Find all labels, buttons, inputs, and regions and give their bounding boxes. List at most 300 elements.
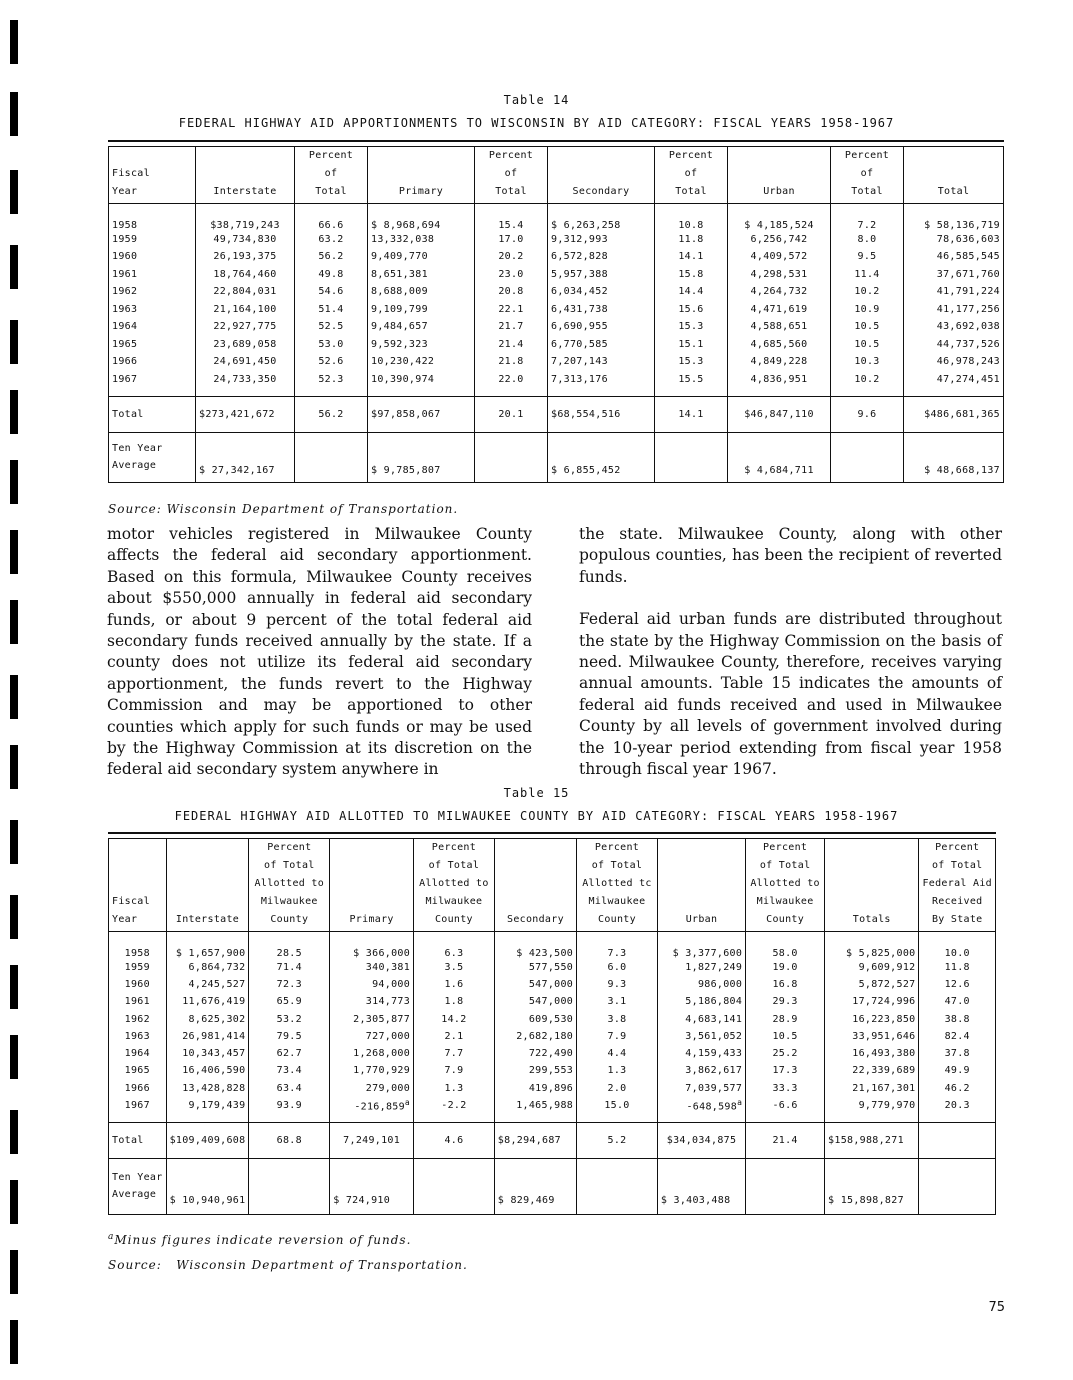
table-cell: 4,245,527: [166, 976, 249, 993]
table-cell: 52.5: [295, 318, 368, 336]
table-cell: 3,862,617: [657, 1062, 745, 1079]
table-cell: $ 27,342,167: [196, 432, 295, 482]
table-cell: $109,409,608: [166, 1122, 249, 1158]
table-row: [109, 204, 1004, 231]
table-row: [109, 353, 1004, 371]
table15-footnote: $^a$Minus figures indicate reversion of funds.: [108, 1232, 412, 1247]
table-cell: 547,000: [494, 993, 576, 1010]
binding-mark: [10, 245, 18, 289]
table-cell: 1.3: [577, 1062, 658, 1079]
table-cell: 41,177,256: [904, 301, 1004, 319]
table-cell: 9,592,323: [368, 336, 475, 354]
table-cell: 17.0: [475, 231, 548, 249]
table-cell: 419,896: [494, 1080, 576, 1097]
table-cell: 1961: [109, 266, 196, 284]
table15: [108, 838, 996, 1215]
table-cell: 23,689,058: [196, 336, 295, 354]
binding-mark: [10, 1250, 18, 1294]
table-cell: $ 9,785,807: [368, 432, 475, 482]
table-cell: 9,179,439: [166, 1097, 249, 1114]
table-cell: 3.5: [414, 959, 495, 976]
table-row: [109, 266, 1004, 284]
table-cell: 58.0: [746, 932, 825, 959]
table-cell: 78,636,603: [904, 231, 1004, 249]
table15-header-pct-allotted: Percent of Total Allotted to Milwaukee County: [249, 839, 330, 932]
paragraph: the state. Milwaukee County, along with other populous counties, has been the recipient of reverted funds.: [579, 525, 1002, 586]
table-cell: 1959: [109, 959, 167, 976]
table-row: [109, 248, 1004, 266]
table14-title: FEDERAL HIGHWAY AID APPORTIONMENTS TO WISCONSIN BY AID CATEGORY: FISCAL YEARS 1958-1967: [178, 116, 895, 130]
table-cell: 72.3: [249, 976, 330, 993]
table-cell: 9,312,993: [548, 231, 655, 249]
table-cell: 8.0: [831, 231, 904, 249]
table15-title: FEDERAL HIGHWAY AID ALLOTTED TO MILWAUKEE COUNTY BY AID CATEGORY: FISCAL YEARS 1958-1967: [174, 809, 899, 823]
table-cell: 9,484,657: [368, 318, 475, 336]
table-cell: 22,927,775: [196, 318, 295, 336]
table-cell: 19.0: [746, 959, 825, 976]
table-cell: 7.2: [831, 204, 904, 231]
table-row: [109, 371, 1004, 389]
table-cell: 11.4: [831, 266, 904, 284]
table14-header-percent: Percent of Total: [655, 147, 728, 204]
table-cell: 1959: [109, 231, 196, 249]
table-cell: [414, 1158, 495, 1214]
table-cell: 49,734,830: [196, 231, 295, 249]
table-cell: 11.8: [919, 959, 996, 976]
table14-header-primary: Primary: [368, 147, 475, 204]
table-cell: 1965: [109, 336, 196, 354]
table-cell: 82.4: [919, 1028, 996, 1045]
table-cell: 7,207,143: [548, 353, 655, 371]
table-cell: -216,859$^a$: [330, 1097, 414, 1114]
table-cell: 21,167,301: [825, 1080, 919, 1097]
table-cell: 16,493,380: [825, 1045, 919, 1062]
table-cell: [475, 432, 548, 482]
table-cell: $34,034,875: [657, 1122, 745, 1158]
table15-header-secondary: Secondary: [494, 839, 576, 932]
table15-header-pct-allotted: Percent of Total Allotted tc Milwaukee County: [577, 839, 658, 932]
table14-total-row: [109, 396, 1004, 432]
table-cell: 9.6: [831, 396, 904, 432]
table-cell: 62.7: [249, 1045, 330, 1062]
table-cell: 14.2: [414, 1010, 495, 1027]
table-cell: 15.3: [655, 318, 728, 336]
table-cell: 8,688,009: [368, 283, 475, 301]
table-cell: $ 4,185,524: [728, 204, 831, 231]
table-cell: 8,625,302: [166, 1010, 249, 1027]
table-cell: Ten Year Average: [109, 432, 196, 482]
table-cell: 16,406,590: [166, 1062, 249, 1079]
body-text-left-column: [107, 524, 532, 802]
table-cell: 547,000: [494, 976, 576, 993]
table-cell: 47,274,451: [904, 371, 1004, 389]
table-cell: 93.9: [249, 1097, 330, 1114]
table-cell: 3.8: [577, 1010, 658, 1027]
table-cell: 7.9: [577, 1028, 658, 1045]
table-cell: 38.8: [919, 1010, 996, 1027]
table-cell: 1966: [109, 353, 196, 371]
table-cell: $ 3,377,600: [657, 932, 745, 959]
table-cell: 65.9: [249, 993, 330, 1010]
table14-header-secondary: Secondary: [548, 147, 655, 204]
table-cell: 26,981,414: [166, 1028, 249, 1045]
table-cell: 10.8: [655, 204, 728, 231]
table14-body: [109, 204, 1004, 397]
table-cell: 5,957,388: [548, 266, 655, 284]
table-row: [109, 1028, 996, 1045]
table-cell: [919, 1122, 996, 1158]
table-cell: 1960: [109, 976, 167, 993]
table-cell: $ 58,136,719: [904, 204, 1004, 231]
table-cell: $8,294,687: [494, 1122, 576, 1158]
table-cell: 7,313,176: [548, 371, 655, 389]
table-cell: 15.6: [655, 301, 728, 319]
table-cell: 49.8: [295, 266, 368, 284]
table-cell: -2.2: [414, 1097, 495, 1114]
table14-header-row: [109, 147, 1004, 204]
table-cell: 47.0: [919, 993, 996, 1010]
table-cell: 22,804,031: [196, 283, 295, 301]
table-cell: 14.1: [655, 396, 728, 432]
table-cell: [295, 432, 368, 482]
table-cell: 10,343,457: [166, 1045, 249, 1062]
table-cell: 15.8: [655, 266, 728, 284]
table-cell: 5,186,804: [657, 993, 745, 1010]
table14: [108, 146, 1004, 483]
table-cell: 1962: [109, 283, 196, 301]
table-cell: 21.7: [475, 318, 548, 336]
table15-body: [109, 932, 996, 1123]
binding-mark: [10, 1180, 18, 1224]
table-cell: 2,682,180: [494, 1028, 576, 1045]
table14-header-urban: Urban: [728, 147, 831, 204]
table-row: [109, 993, 996, 1010]
binding-mark: [10, 600, 18, 644]
table-cell: 1958: [109, 932, 167, 959]
table-cell: 4,264,732: [728, 283, 831, 301]
table-cell: 51.4: [295, 301, 368, 319]
table-cell: 10,230,422: [368, 353, 475, 371]
table-cell: 4,685,560: [728, 336, 831, 354]
table-cell: 4,159,433: [657, 1045, 745, 1062]
binding-mark: [10, 965, 18, 1009]
table-cell: 1.3: [414, 1080, 495, 1097]
table-row: [109, 301, 1004, 319]
table15-header-urban: Urban: [657, 839, 745, 932]
page-number: 75: [988, 1300, 1005, 1315]
table-cell: 10,390,974: [368, 371, 475, 389]
table-cell: $38,719,243: [196, 204, 295, 231]
table-cell: 577,550: [494, 959, 576, 976]
table-row: [109, 336, 1004, 354]
table-cell: 41,791,224: [904, 283, 1004, 301]
table-cell: 5.2: [577, 1122, 658, 1158]
table-cell: 46,978,243: [904, 353, 1004, 371]
table-cell: 11.8: [655, 231, 728, 249]
table-cell: 10.0: [919, 932, 996, 959]
table-cell: 16.8: [746, 976, 825, 993]
table-cell: 10.3: [831, 353, 904, 371]
table-cell: 17,724,996: [825, 993, 919, 1010]
table-cell: 1,465,988: [494, 1097, 576, 1114]
table-cell: 299,553: [494, 1062, 576, 1079]
table-cell: 22.0: [475, 371, 548, 389]
table-cell: 29.3: [746, 993, 825, 1010]
table-cell: 20.3: [919, 1097, 996, 1114]
table-cell: 15.3: [655, 353, 728, 371]
table-cell: $486,681,365: [904, 396, 1004, 432]
binding-mark: [10, 20, 18, 64]
table-cell: 986,000: [657, 976, 745, 993]
table-cell: 56.2: [295, 248, 368, 266]
table-cell: 5,872,527: [825, 976, 919, 993]
table-cell: 1967: [109, 371, 196, 389]
table-cell: 1960: [109, 248, 196, 266]
table-cell: 26,193,375: [196, 248, 295, 266]
table-cell: 3,561,052: [657, 1028, 745, 1045]
table-cell: 18,764,460: [196, 266, 295, 284]
table-cell: 21,164,100: [196, 301, 295, 319]
table-cell: 2.1: [414, 1028, 495, 1045]
table-cell: $ 8,968,694: [368, 204, 475, 231]
table-cell: 4,471,619: [728, 301, 831, 319]
footnote-mark: a: [404, 1098, 411, 1108]
table-cell: $158,988,271: [825, 1122, 919, 1158]
table14-header-percent: Percent of Total: [831, 147, 904, 204]
table-cell: 10.5: [831, 318, 904, 336]
table-cell: 15.0: [577, 1097, 658, 1114]
table-cell: 1967: [109, 1097, 167, 1114]
table-cell: 4,588,651: [728, 318, 831, 336]
binding-mark: [10, 1035, 18, 1079]
table-cell: 6,864,732: [166, 959, 249, 976]
table-cell: 1962: [109, 1010, 167, 1027]
table-cell: 46.2: [919, 1080, 996, 1097]
table-cell: 49.9: [919, 1062, 996, 1079]
table15-header-row: [109, 839, 996, 932]
table-cell: 340,381: [330, 959, 414, 976]
footnote-mark: a: [737, 1098, 743, 1108]
table-row: [109, 959, 996, 976]
table-cell: 15.1: [655, 336, 728, 354]
table-cell: 22,339,689: [825, 1062, 919, 1079]
table-row: [109, 1080, 996, 1097]
table-cell: $ 6,855,452: [548, 432, 655, 482]
table-row: [109, 1062, 996, 1079]
table-cell: 722,490: [494, 1045, 576, 1062]
table-cell: 1.6: [414, 976, 495, 993]
table-cell: [746, 1158, 825, 1214]
binding-mark: [10, 460, 18, 504]
table-row: [109, 1010, 996, 1027]
table-cell: 63.4: [249, 1080, 330, 1097]
table-cell: [249, 1158, 330, 1214]
table-cell: $ 366,000: [330, 932, 414, 959]
binding-mark: [10, 1110, 18, 1154]
table-cell: -648,598$^a$: [657, 1097, 745, 1114]
table-cell: 7,249,101: [330, 1122, 414, 1158]
table14-header-percent: Percent of Total: [475, 147, 548, 204]
table15-number: Table 15: [503, 786, 570, 800]
table14-header-interstate: Interstate: [196, 147, 295, 204]
table-cell: 9.5: [831, 248, 904, 266]
table-cell: 52.6: [295, 353, 368, 371]
table15-header-primary: Primary: [330, 839, 414, 932]
table-cell: 10.5: [831, 336, 904, 354]
table-cell: 1964: [109, 318, 196, 336]
table-cell: 2.0: [577, 1080, 658, 1097]
table-cell: 1958: [109, 204, 196, 231]
table-row: [109, 318, 1004, 336]
table15-total-row: [109, 1122, 996, 1158]
table-cell: 4,298,531: [728, 266, 831, 284]
table-cell: 23.0: [475, 266, 548, 284]
table-cell: $46,847,110: [728, 396, 831, 432]
table14-top-rule: [108, 140, 1004, 142]
table-cell: Total: [109, 1122, 167, 1158]
table14-header-percent: Percent of Total: [295, 147, 368, 204]
table-cell: 13,332,038: [368, 231, 475, 249]
table15-header-totals: Totals: [825, 839, 919, 932]
paragraph: motor vehicles registered in Milwaukee County affects the federal aid secondary apportionment. Based on this formula, Milwaukee County receives about $550,000 annually in federal aid secondary funds, or about 9 percent of the total federal aid secondary funds received annually by the state. If a county does not utilize its federal aid secondary apportionment, the funds revert to the Highway Commission and may be apportioned to other counties which apply for such funds or may be used by the Highway Commission at its discretion on the federal aid secondary system anywhere in: [107, 525, 532, 779]
table-cell: 1,827,249: [657, 959, 745, 976]
binding-mark: [10, 820, 18, 864]
table-cell: 6,770,585: [548, 336, 655, 354]
table-cell: 44,737,526: [904, 336, 1004, 354]
table-cell: $ 48,668,137: [904, 432, 1004, 482]
table-cell: $273,421,672: [196, 396, 295, 432]
table14-average-row: [109, 432, 1004, 482]
table-cell: 66.6: [295, 204, 368, 231]
table-cell: 94,000: [330, 976, 414, 993]
table-cell: 28.9: [746, 1010, 825, 1027]
table-cell: 4,409,572: [728, 248, 831, 266]
table-cell: 279,000: [330, 1080, 414, 1097]
table-cell: 79.5: [249, 1028, 330, 1045]
table-cell: [577, 1158, 658, 1214]
table-cell: [655, 432, 728, 482]
table-cell: 6.0: [577, 959, 658, 976]
table-row: [109, 283, 1004, 301]
body-text-right-column: [579, 524, 1002, 801]
table-cell: 7,039,577: [657, 1080, 745, 1097]
table-cell: 71.4: [249, 959, 330, 976]
table-cell: 54.6: [295, 283, 368, 301]
table-cell: $97,858,067: [368, 396, 475, 432]
table-cell: 24,733,350: [196, 371, 295, 389]
table-cell: 11,676,419: [166, 993, 249, 1010]
table-cell: 9,109,799: [368, 301, 475, 319]
table-cell: 8,651,381: [368, 266, 475, 284]
table-cell: $ 1,657,900: [166, 932, 249, 959]
table-cell: 6,572,828: [548, 248, 655, 266]
table15-header-pct-allotted: Percent of Total Allotted to Milwaukee County: [746, 839, 825, 932]
table-cell: 20.1: [475, 396, 548, 432]
table-cell: 46,585,545: [904, 248, 1004, 266]
table-cell: 1963: [109, 1028, 167, 1045]
table-cell: 37.8: [919, 1045, 996, 1062]
table-cell: 25.2: [746, 1045, 825, 1062]
table-cell: 1.8: [414, 993, 495, 1010]
table15-header-pct-state: Percent of Total Federal Aid Received By State: [919, 839, 996, 932]
table-cell: $ 3,403,488: [657, 1158, 745, 1214]
binding-mark: [10, 390, 18, 434]
table-row: [109, 1045, 996, 1062]
table-cell: 21.4: [475, 336, 548, 354]
table-cell: 12.6: [919, 976, 996, 993]
table-cell: 6,256,742: [728, 231, 831, 249]
table-cell: 2,305,877: [330, 1010, 414, 1027]
table-cell: 28.5: [249, 932, 330, 959]
paragraph: Federal aid urban funds are distributed throughout the state by the Highway Commission on the basis of need. Milwaukee County, therefore, receives varying annual amounts. Table 15 indicates the amounts of federal aid funds received and used in Milwaukee County by all levels of government involved during the 10-year period extending from fiscal year 1958 through fiscal year 1967.: [579, 610, 1002, 779]
table-cell: $ 6,263,258: [548, 204, 655, 231]
table-cell: 10.2: [831, 371, 904, 389]
table-cell: 10.5: [746, 1028, 825, 1045]
binding-mark: [10, 675, 18, 719]
table-cell: 609,530: [494, 1010, 576, 1027]
table14-header-fiscal-year: Fiscal Year: [109, 147, 196, 204]
table-cell: 1963: [109, 301, 196, 319]
table-cell: Ten Year Average: [109, 1158, 167, 1214]
table-cell: 1961: [109, 993, 167, 1010]
table-cell: 73.4: [249, 1062, 330, 1079]
table-cell: 14.1: [655, 248, 728, 266]
table-cell: 52.3: [295, 371, 368, 389]
table-cell: 33,951,646: [825, 1028, 919, 1045]
table-cell: -6.6: [746, 1097, 825, 1114]
table-cell: 68.8: [249, 1122, 330, 1158]
table15-source: Source: Wisconsin Department of Transportation.: [108, 1258, 468, 1272]
binding-mark: [10, 530, 18, 574]
table-cell: 9,409,770: [368, 248, 475, 266]
table-cell: 4,836,951: [728, 371, 831, 389]
table-cell: 22.1: [475, 301, 548, 319]
table-cell: 9.3: [577, 976, 658, 993]
table15-top-rule: [108, 832, 996, 834]
table-cell: 4,849,228: [728, 353, 831, 371]
table-cell: 20.2: [475, 248, 548, 266]
table-cell: 4.4: [577, 1045, 658, 1062]
table-cell: 15.4: [475, 204, 548, 231]
table-cell: 1966: [109, 1080, 167, 1097]
table-cell: 33.3: [746, 1080, 825, 1097]
binding-mark: [10, 745, 18, 789]
table-cell: 6,690,955: [548, 318, 655, 336]
table-cell: 6,034,452: [548, 283, 655, 301]
table-cell: $ 4,684,711: [728, 432, 831, 482]
table-row: [109, 932, 996, 959]
binding-mark: [10, 170, 18, 214]
table14-source: Source: Wisconsin Department of Transportation.: [108, 502, 459, 516]
table-spacer: [109, 1114, 996, 1122]
table-cell: 15.5: [655, 371, 728, 389]
table-cell: 727,000: [330, 1028, 414, 1045]
table-cell: 21.4: [746, 1122, 825, 1158]
table-cell: $ 724,910: [330, 1158, 414, 1214]
table-cell: $ 5,825,000: [825, 932, 919, 959]
table-cell: 17.3: [746, 1062, 825, 1079]
table14-header-total: Total: [904, 147, 1004, 204]
binding-mark: [10, 895, 18, 939]
table-cell: 1,268,000: [330, 1045, 414, 1062]
table-cell: [919, 1158, 996, 1214]
table-cell: 14.4: [655, 283, 728, 301]
table15-header-pct-allotted: Percent of Total Allotted to Milwaukee County: [414, 839, 495, 932]
table-cell: $ 10,940,961: [166, 1158, 249, 1214]
table-cell: 20.8: [475, 283, 548, 301]
table-cell: 7.7: [414, 1045, 495, 1062]
table-cell: $ 829,469: [494, 1158, 576, 1214]
